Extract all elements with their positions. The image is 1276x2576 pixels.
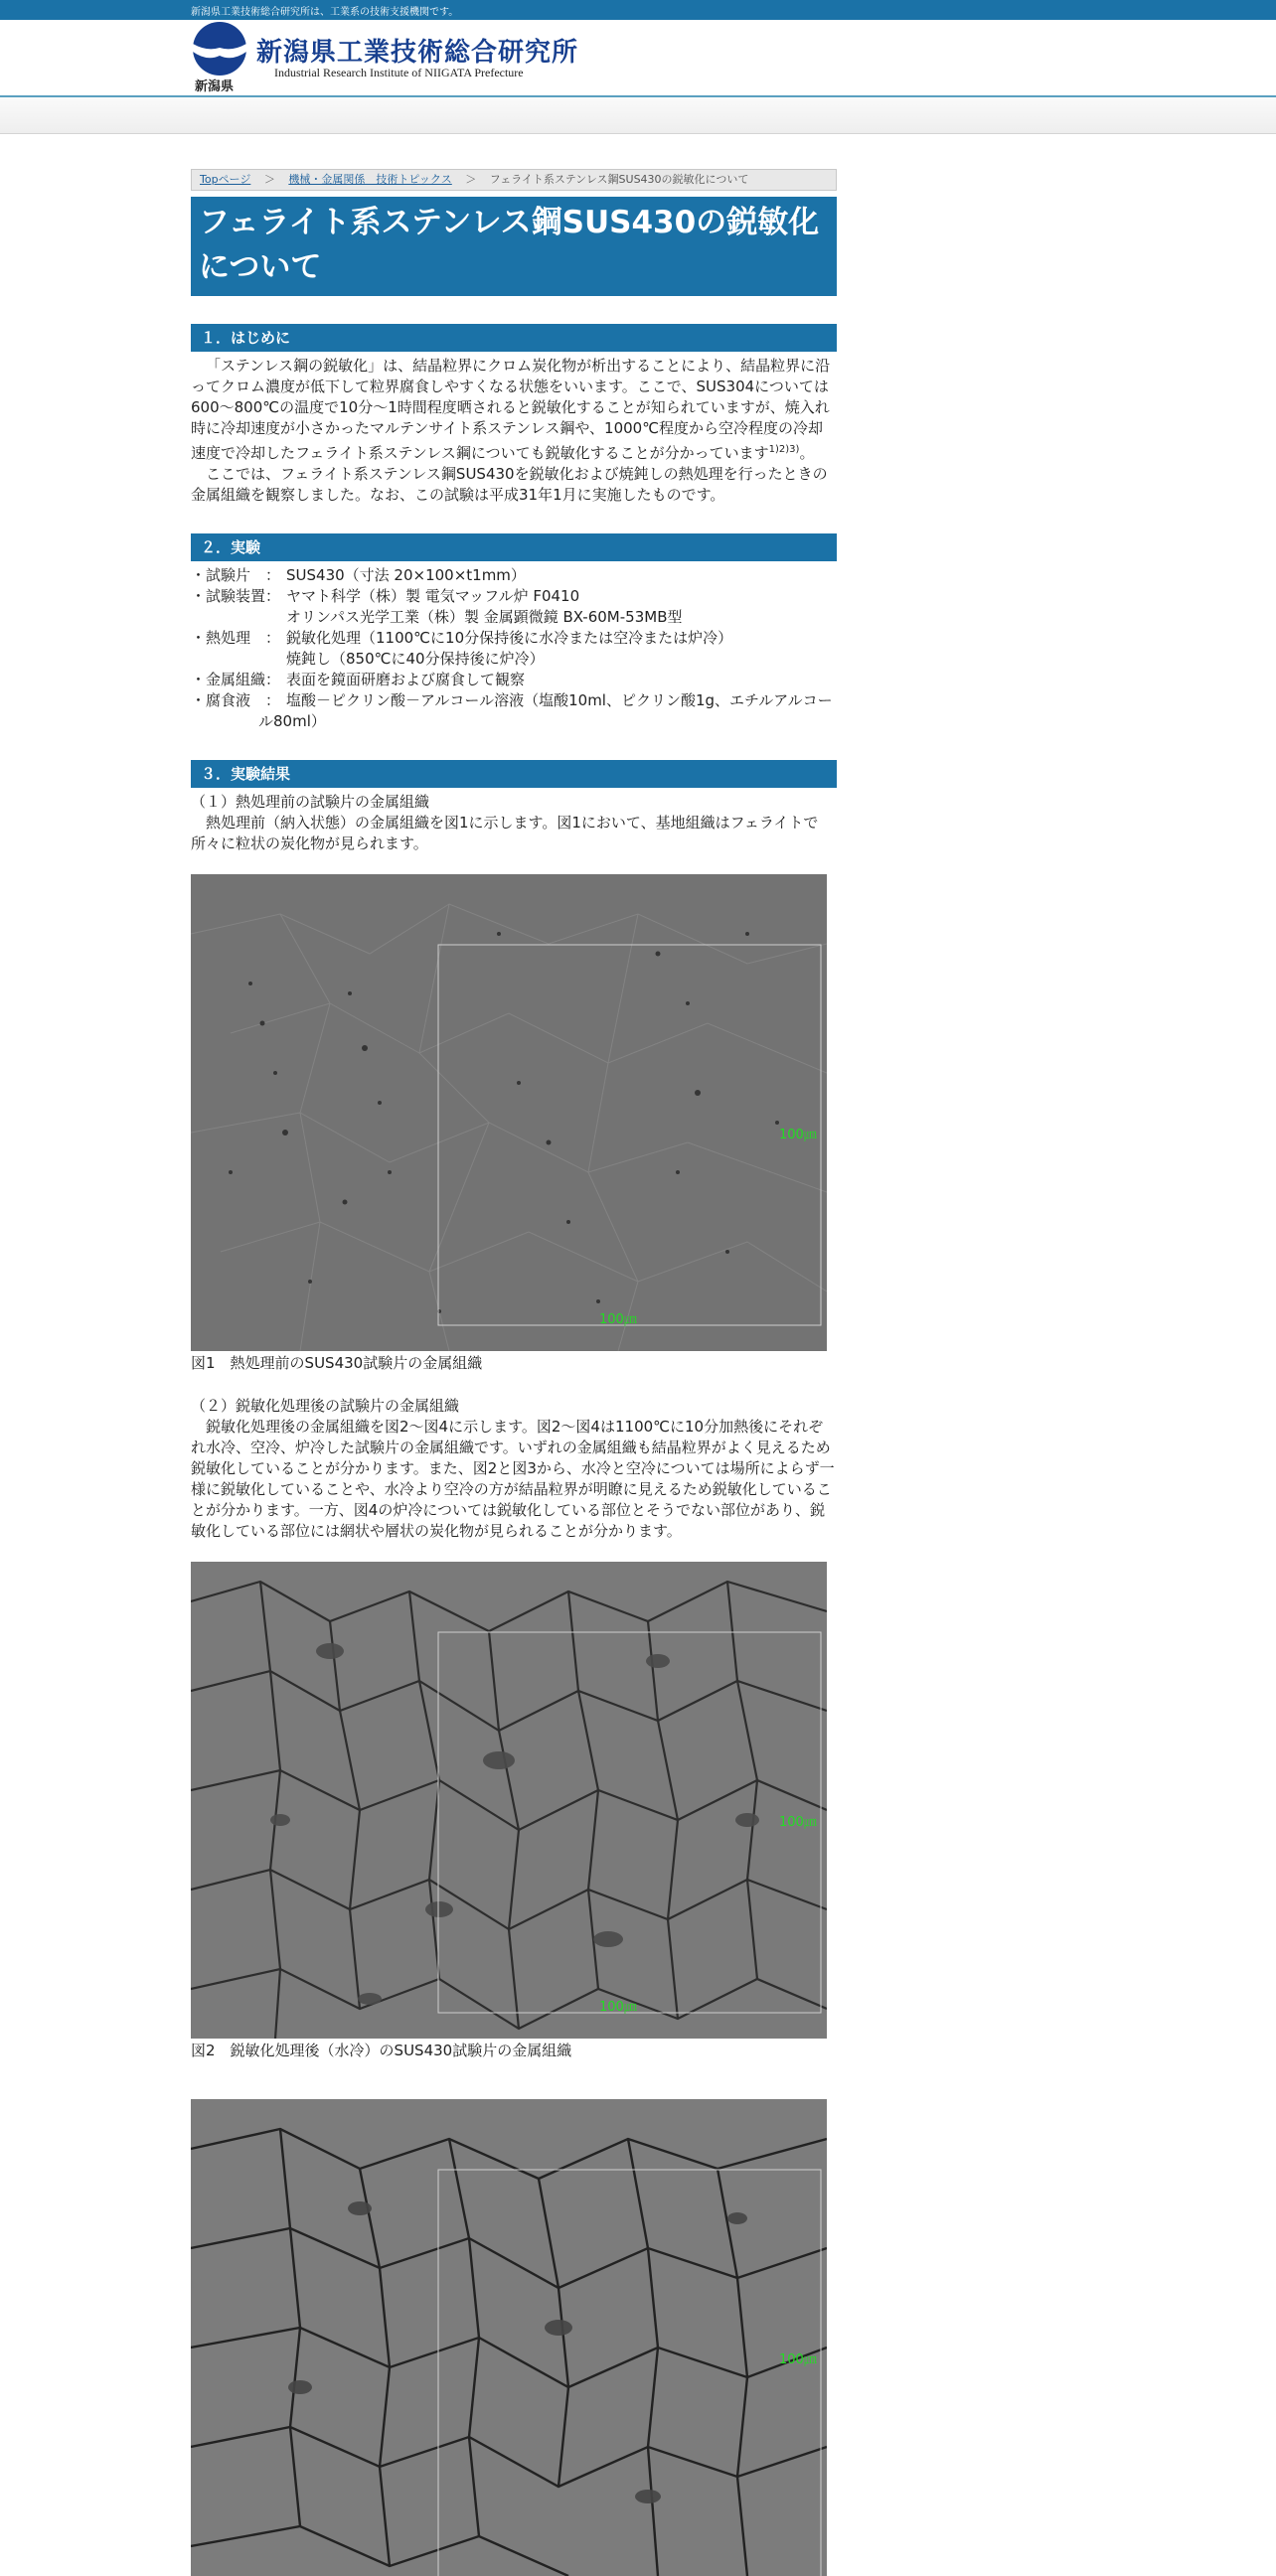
scale-label-horizontal: 100㎛ bbox=[599, 1312, 637, 1327]
breadcrumb-top-link[interactable]: Topページ bbox=[200, 173, 251, 186]
figure-2-micrograph bbox=[191, 1562, 827, 2039]
spec-label bbox=[191, 649, 286, 670]
scale-label-horizontal: 100㎛ bbox=[599, 2000, 637, 2015]
experiment-spec-list bbox=[191, 565, 837, 732]
spec-row bbox=[191, 670, 837, 690]
breadcrumb-separator: ＞ bbox=[263, 173, 275, 186]
spec-label: ・熱処理 ： bbox=[191, 629, 281, 647]
section-heading-results: ３．実験結果 bbox=[191, 760, 837, 788]
spec-row bbox=[191, 565, 837, 586]
results-paragraph-2: 鋭敏化処理後の金属組織を図2～図4に示します。図2～図4は1100℃に10分加熱後にそれぞれ水冷、空冷、炉冷した試験片の金属組織です。いずれの金属組織も結晶粒界がよく見えるため鋭敏化していることが分かります。また、図2と図3から、水冷と空冷については場所によらず一様に鋭敏化していることや、水冷より空冷の方が結晶粒界が明瞭に見えるため鋭敏化していることが分かります。一方、図4の炉冷については鋭敏化している部位とそうでない部位があり、鋭敏化している部位には網状や層状の炭化物が見られることが分かります。 bbox=[191, 1418, 835, 1540]
spec-label: ・試験片 ： bbox=[191, 566, 281, 584]
spec-value: 塩酸－ピクリン酸－アルコール溶液（塩酸10ml、ピクリン酸1g、エチルアルコール80ml） bbox=[258, 691, 833, 730]
intro-text: 「ステンレス鋼の鋭敏化」は、結晶粒界にクロム炭化物が析出することにより、結晶粒界に沿ってクロム濃度が低下して粒界腐食しやすくなる状態をいいます。ここで、SUS304については600～800℃の温度で10分～1時間程度晒されると鋭敏化することが知られていますが、焼入れ時に冷却速度が小さかったマルテンサイト系ステンレス鋼や、1000℃程度から空冷程度の冷却速度で冷却したフェライト系ステンレス鋼についても鋭敏化することが分かっています bbox=[191, 357, 831, 462]
scale-label-vertical: 100㎛ bbox=[779, 1815, 817, 1830]
spec-label: ・試験装置： bbox=[191, 587, 281, 605]
micrograph-image bbox=[191, 2099, 827, 2576]
results-subheading-1: （１）熱処理前の試験片の金属組織 bbox=[191, 793, 430, 811]
spec-row bbox=[191, 690, 837, 732]
institute-name-en: Industrial Research Institute of NIIGATA Prefecture bbox=[274, 66, 524, 79]
spec-row bbox=[191, 628, 837, 649]
breadcrumb-current: フェライト系ステンレス鋼SUS430の鋭敏化について bbox=[489, 173, 749, 186]
spec-value: オリンパス光学工業（株）製 金属顕微鏡 BX-60M-53MB型 bbox=[286, 608, 683, 626]
figure-1-micrograph bbox=[191, 874, 827, 1351]
scale-label-vertical: 100㎛ bbox=[779, 2352, 817, 2367]
micrograph-image bbox=[191, 874, 827, 1351]
institute-name-jp[interactable]: 新潟県工業技術総合研究所 bbox=[256, 38, 579, 68]
intro-text-end: 。 bbox=[799, 444, 815, 462]
breadcrumb-category-link[interactable]: 機械・金属関係 技術トピックス bbox=[288, 173, 452, 186]
page-title: フェライト系ステンレス鋼SUS430の鋭敏化について bbox=[191, 197, 837, 296]
spec-label: ・金属組織： bbox=[191, 671, 281, 688]
figure-2-caption: 図2 鋭敏化処理後（水冷）のSUS430試験片の金属組織 bbox=[191, 2042, 572, 2059]
section-heading-experiment: ２．実験 bbox=[191, 533, 837, 561]
top-info-text: 新潟県工業技術総合研究所は、工業系の技術支援機関です。 bbox=[191, 7, 459, 18]
results-subheading-2: （２）鋭敏化処理後の試験片の金属組織 bbox=[191, 1397, 460, 1415]
spec-value: 表面を鏡面研磨および腐食して観察 bbox=[286, 671, 526, 688]
spec-row bbox=[191, 607, 837, 628]
micrograph-image bbox=[191, 1562, 827, 2039]
emblem-label: 新潟県 bbox=[195, 79, 235, 94]
section-heading-intro: １．はじめに bbox=[191, 324, 837, 352]
intro-paragraph-1 bbox=[191, 356, 837, 464]
spec-label: ・腐食液 ： bbox=[191, 691, 281, 709]
breadcrumb bbox=[191, 169, 837, 191]
scale-label-vertical: 100㎛ bbox=[779, 1128, 817, 1142]
spec-value: SUS430（寸法 20×100×t1mm） bbox=[286, 566, 526, 584]
results-paragraph-1: 熱処理前（納入状態）の金属組織を図1に示します。図1において、基地組織はフェライトで所々に粒状の炭化物が見られます。 bbox=[191, 814, 819, 852]
spec-row bbox=[191, 649, 837, 670]
spec-value: ヤマト科学（株）製 電気マッフル炉 F0410 bbox=[286, 587, 580, 605]
breadcrumb-separator: ＞ bbox=[465, 173, 477, 186]
spec-label bbox=[191, 607, 286, 628]
nav-bar bbox=[0, 97, 1276, 134]
spec-value: 焼鈍し（850℃に40分保持後に炉冷） bbox=[286, 650, 545, 668]
intro-paragraph-2: ここでは、フェライト系ステンレス鋼SUS430を鋭敏化および焼鈍しの熱処理を行ったときの金属組織を観察しました。なお、この試験は平成31年1月に実施したものです。 bbox=[191, 465, 828, 504]
spec-row bbox=[191, 586, 837, 607]
reference-marks: 1)2)3) bbox=[768, 444, 800, 455]
niigata-emblem-icon[interactable] bbox=[191, 22, 248, 76]
main-content bbox=[191, 169, 837, 2576]
figure-3-micrograph bbox=[191, 2099, 827, 2576]
top-info-bar bbox=[0, 0, 1276, 20]
site-header bbox=[0, 20, 1276, 97]
figure-1-caption: 図1 熱処理前のSUS430試験片の金属組織 bbox=[191, 1354, 483, 1372]
spec-value: 鋭敏化処理（1100℃に10分保持後に水冷または空冷または炉冷） bbox=[286, 629, 733, 647]
